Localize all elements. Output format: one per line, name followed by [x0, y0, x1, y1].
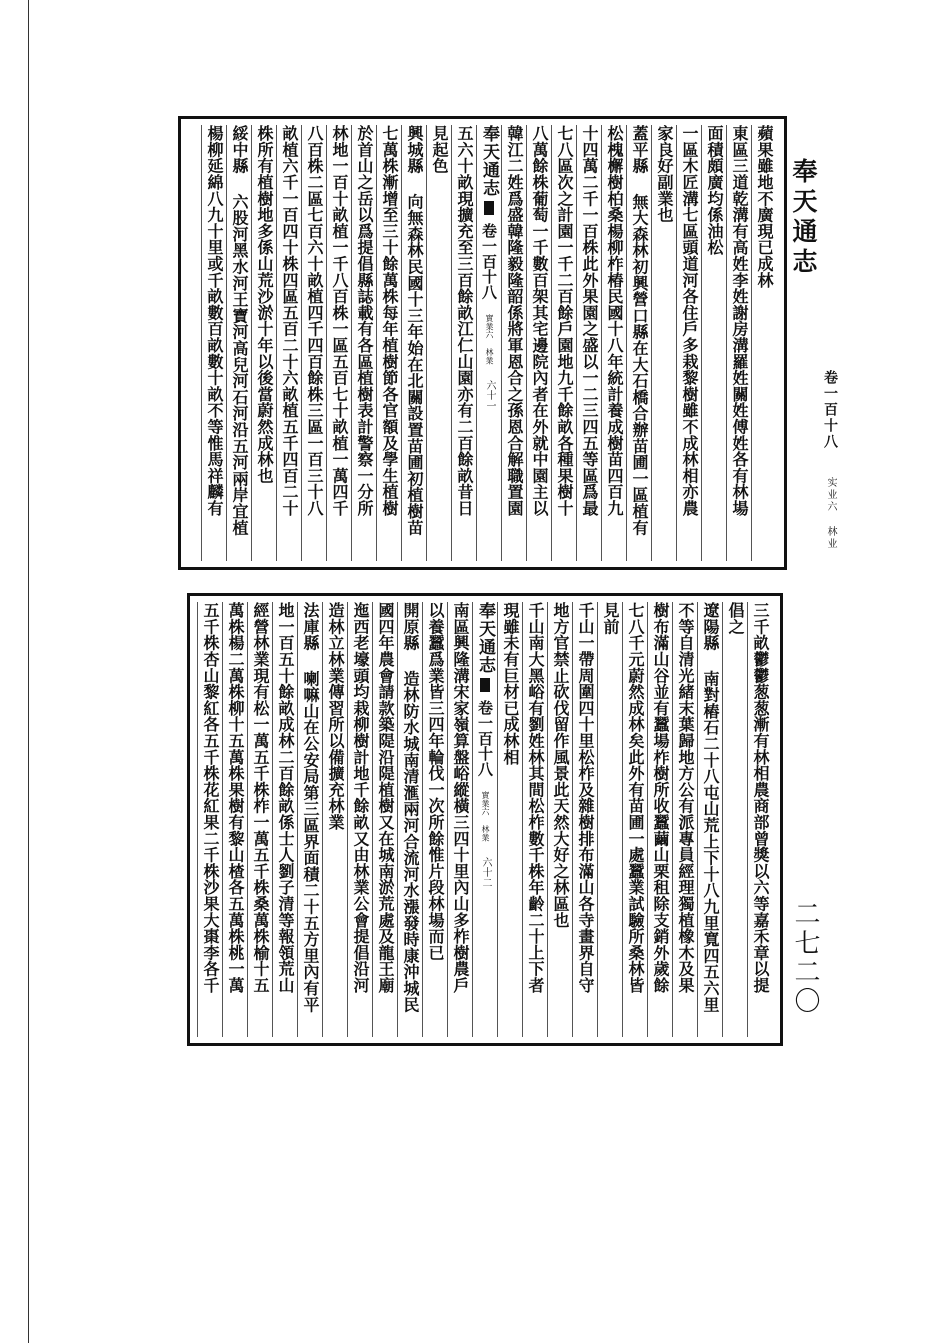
text-column: 蘋果雖地不廣現已成林	[751, 125, 776, 561]
text-column: 倡之	[722, 602, 747, 1037]
fish-tail-mark	[480, 678, 490, 692]
text-column: 楊柳延綿八九十里或千畝數百畝數十畝不等惟馬祥麟有	[201, 125, 226, 561]
text-column: 南區興隆溝宋家嶺算盤峪縱橫三四十里內山多柞樹農戶	[447, 602, 472, 1037]
top-page-panel	[178, 116, 787, 570]
text-column: 八萬餘株葡萄一千數百架其宅邊院內者在外就中園主以	[526, 125, 551, 561]
text-column: 七八區次之計園一千二百餘戶園地九千餘畝各種果樹十	[551, 125, 576, 561]
text-column: 千山一帶周圍四十里松柞及雜樹排布滿山各寺畫界自守	[572, 602, 597, 1037]
text-column: 國四年農會請款築隄沿隄植樹又在城南淤荒處及龍王廟	[372, 602, 397, 1037]
running-header	[472, 602, 497, 1037]
running-header-section: 實業六 林業	[485, 313, 494, 365]
text-column: 韓江二姓爲盛韓隆毅隆韶係將軍恩合之孫恩合解職置園	[501, 125, 526, 561]
page-header-title: 奉天通志	[789, 158, 818, 278]
text-column: 不等自清光緒末葉歸地方公有派專員經理獨植橡木及果	[672, 602, 697, 1037]
running-header-volume: 卷一百十八	[480, 223, 498, 300]
running-header-page: 六十一	[484, 380, 495, 412]
running-header-volume: 卷一百十八	[476, 700, 494, 777]
running-header-section: 實業六 林業	[481, 790, 490, 842]
text-column: 造林立林業傳習所以備擴充林業	[322, 602, 347, 1037]
text-column: 面積頗廣均係油松	[701, 125, 726, 561]
text-column: 綏中縣 六股河黑水河王寶河高兒河石河沿五河兩岸宜植	[226, 125, 251, 561]
text-column: 千山南大黑峪有劉姓林其間松柞數千株年齡二十上下者	[522, 602, 547, 1037]
page-header-volume: 卷一百十八	[822, 370, 838, 450]
text-column: 七八千元蔚然成林矣此外有苗圃一處蠶業試驗所桑林皆	[622, 602, 647, 1037]
text-column: 以養蠶爲業皆三四年輪伐一次所餘惟片段林場而已	[422, 602, 447, 1037]
text-column: 蓋平縣 無大森林初興營口縣在大石橋合辦苗圃一區植有	[626, 125, 651, 561]
text-column: 法庫縣 喇嘛山在公安局第三區界面積二十五方里內有平	[297, 602, 322, 1037]
top-text-columns	[187, 125, 776, 561]
binding-line	[28, 0, 29, 1343]
text-column: 迤西老壕頭均栽柳樹計地千餘畝又由林業公會提倡沿河	[347, 602, 372, 1037]
text-column: 株所有植樹地多係山荒沙淤十年以後當蔚然成林也	[251, 125, 276, 561]
text-column: 於首山之岳以爲提倡縣誌載有各區植樹表計警察一分所	[351, 125, 376, 561]
bottom-text-columns	[196, 602, 772, 1037]
text-column: 萬株楊二萬株柳十五萬株果樹有黎山楂各五萬株桃一萬	[222, 602, 247, 1037]
text-column: 遼陽縣 南對樁石二十八屯山荒上下十八九里寬四五六里	[697, 602, 722, 1037]
page-header-section	[820, 370, 840, 550]
text-column: 七萬株漸增至三十餘萬株每年植樹節各官額及學生植樹	[376, 125, 401, 561]
text-column: 八百株二區七百六十畝植四千四百餘株三區一百三十八	[301, 125, 326, 561]
text-column: 現雖未有巨材已成林相	[497, 602, 522, 1037]
bottom-page-panel	[187, 593, 783, 1046]
running-header-title: 奉天通志	[479, 125, 499, 197]
text-column: 經營林業現有松一萬五千株柞一萬五千株桑萬株榆十五	[247, 602, 272, 1037]
text-column: 五千株杏山黎紅各五千株花紅果二千株沙果大棗李各千	[197, 602, 222, 1037]
text-column: 地一百五十餘畝成林二百餘畝係士人劉子清等報領荒山	[272, 602, 297, 1037]
text-column: 三千畝鬱鬱葱葱漸有林相農商部曾獎以六等嘉禾章以提	[747, 602, 772, 1037]
text-column: 樹布滿山谷並有蠶場柞樹所收蠶繭山栗租除支銷外歲餘	[647, 602, 672, 1037]
running-header	[476, 125, 501, 561]
text-column: 見起色	[426, 125, 451, 561]
text-column: 一區木匠溝七區頭道河各住戶多栽黎樹雖不成林相亦農	[676, 125, 701, 561]
text-column: 興城縣 向無森林民國十三年始在北關設置苗圃初植樹苗	[401, 125, 426, 561]
text-column: 畝植六千一百四十株四區五百二十六畝植五千四百二十	[276, 125, 301, 561]
running-header-page: 六十二	[480, 857, 491, 889]
fish-tail-mark	[484, 201, 494, 215]
text-column: 家良好副業也	[651, 125, 676, 561]
text-column: 見前	[597, 602, 622, 1037]
page-number: 二七二〇	[790, 900, 820, 1016]
running-header-title: 奉天通志	[475, 602, 495, 674]
text-column: 林地一百十畝植一千八百株一區五百七十畝植一萬四千	[326, 125, 351, 561]
text-column: 五六十畝現擴充至三百餘畝江仁山園亦有二百餘畝昔日	[451, 125, 476, 561]
text-column: 東區三道乾溝有高姓李姓謝房溝羅姓關姓傅姓各有林場	[726, 125, 751, 561]
text-column: 地方官禁止砍伐留作風景此天然大好之林區也	[547, 602, 572, 1037]
text-column: 十四萬二千一百株此外果園之盛以一二三四五等區爲最	[576, 125, 601, 561]
text-column: 松槐檞樹柏桑楊柳柞椿民國十八年統計養成樹苗四百九	[601, 125, 626, 561]
text-column: 開原縣 造林防水城南清滙兩河合流河水漲發時康沖城民	[397, 602, 422, 1037]
page-header-section-label: 实业六 林业	[825, 477, 836, 550]
